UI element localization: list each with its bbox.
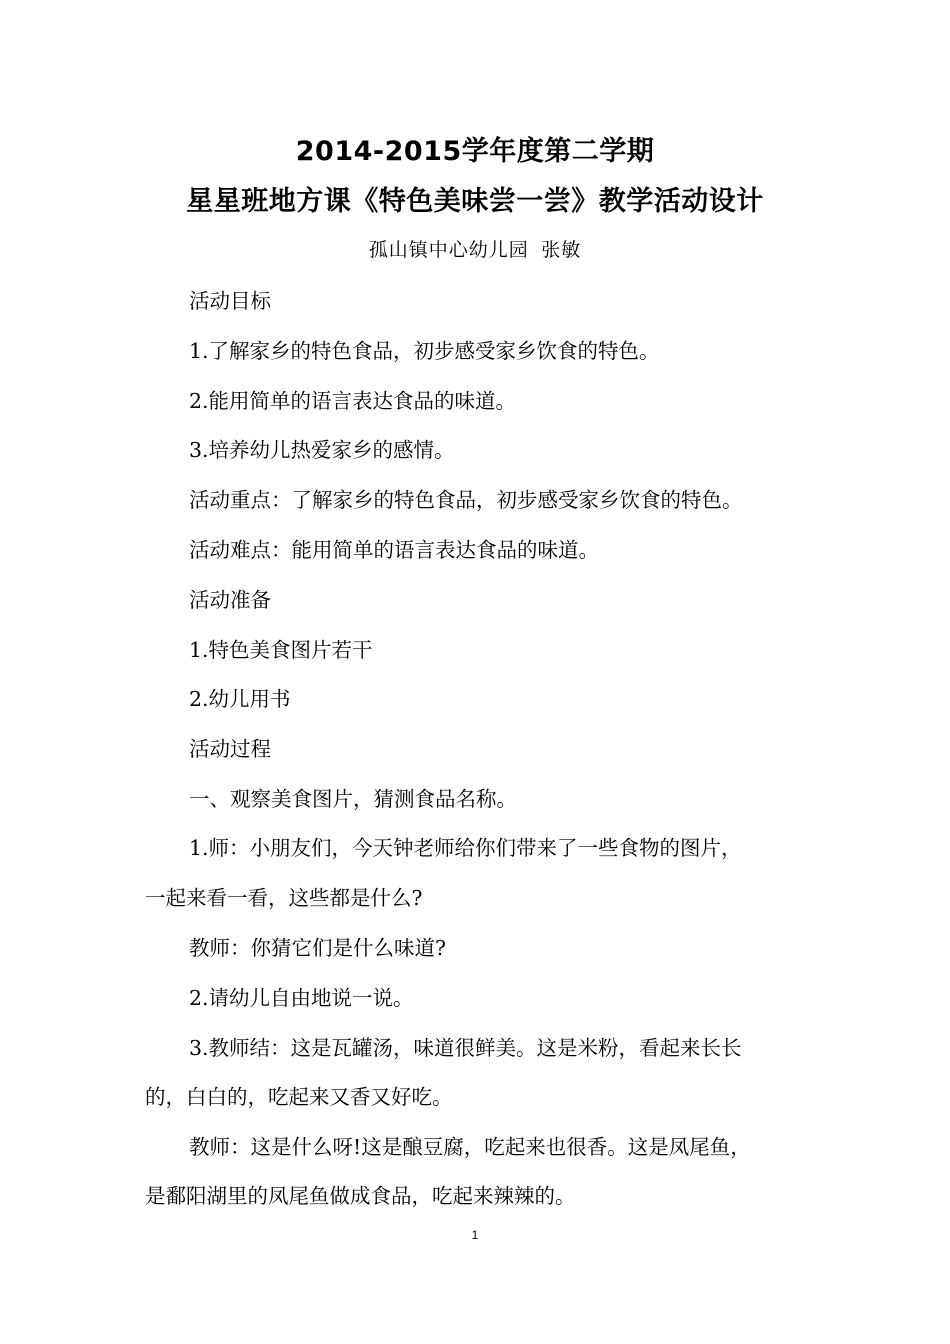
paragraph-line: 3.教师结：这是瓦罐汤，味道很鲜美。这是米粉，看起来长长 (189, 1036, 742, 1060)
paragraph-line: 2.能用简单的语言表达食品的味道。 (189, 389, 517, 413)
paragraph-line: 一、观察美食图片，猜测食品名称。 (189, 787, 517, 811)
paragraph-line: 1.特色美食图片若干 (189, 638, 373, 662)
paragraph-line: 1.了解家乡的特色食品，初步感受家乡饮食的特色。 (189, 339, 660, 363)
page-number: 1 (471, 1228, 479, 1242)
paragraph-line: 教师：这是什么呀!这是酿豆腐，吃起来也很香。这是凤尾鱼， (189, 1135, 751, 1159)
paragraph-line: 是鄱阳湖里的凤尾鱼做成食品，吃起来辣辣的。 (145, 1184, 576, 1208)
document-title-line2: 星星班地方课《特色美味尝一尝》教学活动设计 (186, 186, 764, 217)
section-heading-process: 活动过程 (189, 737, 271, 761)
paragraph-line: 2.幼儿用书 (189, 687, 291, 711)
author-line: 孤山镇中心幼儿园 张敏 (368, 239, 582, 261)
paragraph-line: 教师：你猜它们是什么味道? (189, 936, 446, 960)
paragraph-line: 活动重点：了解家乡的特色食品，初步感受家乡饮食的特色。 (189, 488, 743, 512)
section-heading-preparation: 活动准备 (189, 588, 271, 612)
paragraph-line: 一起来看一看，这些都是什么? (145, 886, 423, 910)
document-title-line1: 2014-2015学年度第二学期 (295, 136, 655, 167)
paragraph-line: 3.培养幼儿热爱家乡的感情。 (189, 438, 455, 462)
section-heading-goals: 活动目标 (189, 289, 271, 313)
paragraph-line: 2.请幼儿自由地说一说。 (189, 986, 414, 1010)
paragraph-line: 的，白白的，吃起来又香又好吃。 (145, 1085, 453, 1109)
paragraph-line: 活动难点：能用简单的语言表达食品的味道。 (189, 538, 599, 562)
paragraph-line: 1.师：小朋友们，今天钟老师给你们带来了一些食物的图片， (189, 836, 742, 860)
